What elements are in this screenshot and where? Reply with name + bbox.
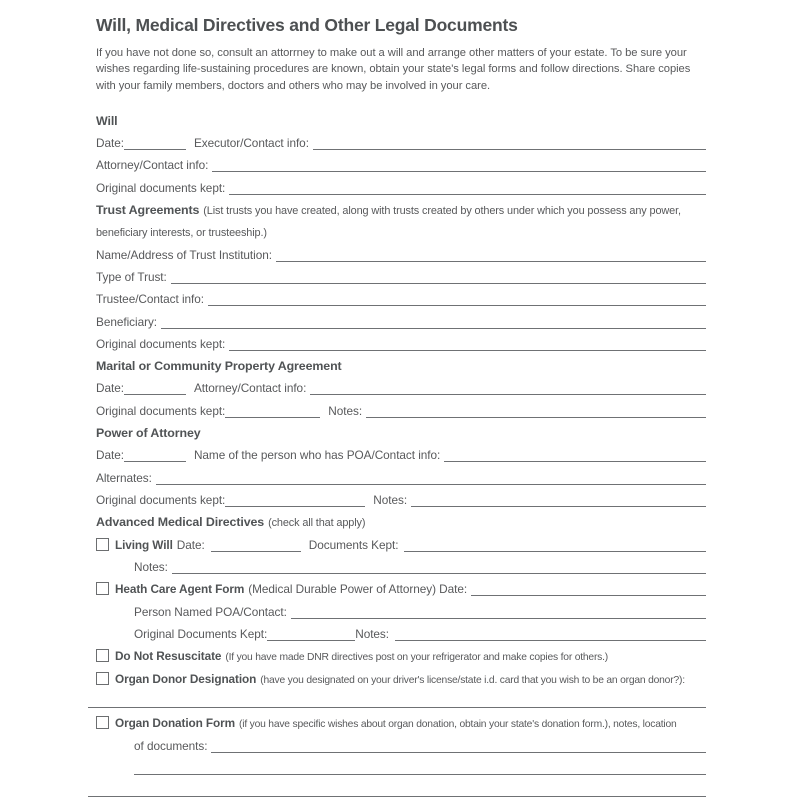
health-care-agent-documents-blank[interactable] [267,637,355,641]
dnr-label: Do Not Resuscitate [115,649,222,664]
intro-paragraph: If you have not done so, consult an attorrney to make out a will and arrange other matters of your estate. To be sure your wishes regarding life-sustaining procedures are known, obtain your state's legal forms and follow directions. Share copies with your family members, doctors and others who may be involved in your care. [96,47,691,92]
poa-notes-blank[interactable] [411,503,706,507]
will-attorney-blank[interactable] [212,168,706,172]
marital-documents-blank[interactable] [225,414,320,418]
marital-date-blank[interactable] [124,391,186,395]
health-care-agent-documents-row [96,619,706,641]
organ-donation-form-row [96,708,706,730]
trust-institution-label: Name/Address of Trust Institution: [96,247,272,262]
will-documents-label: Original documents kept: [96,180,226,195]
living-will-documents-blank[interactable] [404,548,706,552]
amd-heading-row [96,507,706,529]
organ-donor-designation-blank-row [88,686,706,708]
will-date-blank[interactable] [124,146,186,150]
marital-attorney-label: Attorney/Contact info: [193,381,307,396]
amd-heading-note: (check all that apply) [268,517,366,530]
health-care-agent-person-blank[interactable] [291,615,706,619]
trust-trustee-row [96,284,706,306]
trust-heading-note2: beneficiary interests, or trusteeship.) [96,227,267,240]
organ-donor-designation-row [96,663,706,685]
section-heading-marital: Marital or Community Property Agreement [96,359,342,374]
health-care-agent-person-label: Person Named POA/Contact: [134,604,287,619]
trust-documents-blank[interactable] [229,347,706,351]
will-documents-blank[interactable] [229,191,706,195]
will-date-executor-row [96,128,706,150]
poa-documents-blank[interactable] [225,503,365,507]
poa-notes-label: Notes: [373,493,408,508]
poa-person-blank[interactable] [444,458,706,462]
will-executor-blank[interactable] [313,146,706,150]
dnr-row [96,641,706,663]
organ-donation-form-documents-label: of documents: [134,738,208,753]
organ-donor-designation-label: Organ Donor Designation [115,671,257,686]
marital-notes-label: Notes: [328,403,363,418]
will-date-label: Date: [96,135,124,150]
bottom-blank-row [88,775,706,797]
section-heading-amd: Advanced Medical Directives [96,515,265,530]
trust-trustee-label: Trustee/Contact info: [96,292,205,307]
marital-documents-label: Original documents kept: [96,403,226,418]
health-care-agent-label: Heath Care Agent Form [115,582,245,597]
living-will-notes-label: Notes: [134,560,168,575]
section-heading-poa: Power of Attorney [96,426,201,441]
section-heading-will: Will [96,113,118,128]
page-title: Will, Medical Directives and Other Legal Documents [96,15,518,35]
marital-date-label: Date: [96,381,124,396]
living-will-date-label: Date: [176,537,205,552]
organ-donation-form-checkbox[interactable] [96,716,109,729]
will-attorney-row [96,150,706,172]
poa-date-blank[interactable] [124,458,186,462]
poa-date-label: Date: [96,448,124,463]
will-executor-label: Executor/Contact info: [193,135,309,150]
poa-documents-notes-row [96,485,706,507]
trust-documents-row [96,329,706,351]
health-care-agent-checkbox[interactable] [96,582,109,595]
trust-trustee-blank[interactable] [208,302,706,306]
trust-beneficiary-blank[interactable] [161,325,706,329]
trust-heading-row [96,195,706,217]
poa-date-person-row [96,440,706,462]
poa-alternates-blank[interactable] [156,481,706,485]
will-documents-row [96,172,706,194]
poa-person-label: Name of the person who has POA/Contact info: [193,448,441,463]
poa-heading-row [96,418,706,440]
living-will-row [96,529,706,551]
health-care-agent-notes-blank[interactable] [395,637,706,641]
extra-notes-blank[interactable] [134,771,706,775]
organ-donor-designation-blank[interactable] [88,704,706,708]
dnr-note: (If you have made DNR directives post on your refrigerator and make copies for others.) [225,652,609,664]
marital-date-attorney-row [96,373,706,395]
living-will-documents-label: Documents Kept: [308,537,399,552]
trust-heading-note2-row [96,217,706,239]
section-heading-trust: Trust Agreements [96,202,200,217]
health-care-agent-documents-label: Original Documents Kept: [134,627,268,642]
living-will-label: Living Will [115,537,173,552]
poa-alternates-row [96,462,706,484]
will-heading-row [96,105,706,127]
trust-type-row [96,262,706,284]
trust-beneficiary-row [96,306,706,328]
will-attorney-label: Attorney/Contact info: [96,158,209,173]
trust-institution-blank[interactable] [276,258,706,262]
living-will-notes-row [96,552,706,574]
living-will-checkbox[interactable] [96,538,109,551]
organ-donor-designation-note: (have you designated on your driver's license/state i.d. card that you wish to be an organ donor?): [260,674,685,686]
health-care-agent-row [96,574,706,596]
marital-notes-blank[interactable] [366,414,706,418]
health-care-agent-notes-label: Notes: [355,627,390,642]
marital-heading-row [96,351,706,373]
trust-institution-row [96,239,706,261]
marital-documents-notes-row [96,395,706,417]
organ-donor-designation-checkbox[interactable] [96,672,109,685]
dnr-checkbox[interactable] [96,649,109,662]
health-care-agent-date-blank[interactable] [471,592,706,596]
bottom-blank[interactable] [88,793,706,797]
trust-heading-note: (List trusts you have created, along with trusts created by others under which you possess any power, [203,204,681,217]
trust-type-blank[interactable] [171,280,706,284]
trust-documents-label: Original documents kept: [96,336,226,351]
poa-alternates-label: Alternates: [96,470,152,485]
trust-beneficiary-label: Beneficiary: [96,314,158,329]
living-will-date-blank[interactable] [211,548,301,552]
organ-donation-form-note: (if you have specific wishes about organ donation, obtain your state's donation form.), notes, location [239,719,677,731]
health-care-agent-person-row [96,596,706,618]
marital-attorney-blank[interactable] [310,391,706,395]
organ-donation-form-label: Organ Donation Form [115,716,235,731]
trust-type-label: Type of Trust: [96,269,167,284]
poa-documents-label: Original documents kept: [96,493,226,508]
organ-donation-form-documents-row [96,730,706,752]
health-care-agent-note: (Medical Durable Power of Attorney) Date: [248,582,468,597]
form-body [96,105,706,797]
living-will-notes-blank[interactable] [172,570,706,574]
extra-notes-blank-row [96,753,706,775]
organ-donation-form-documents-blank[interactable] [211,749,706,753]
